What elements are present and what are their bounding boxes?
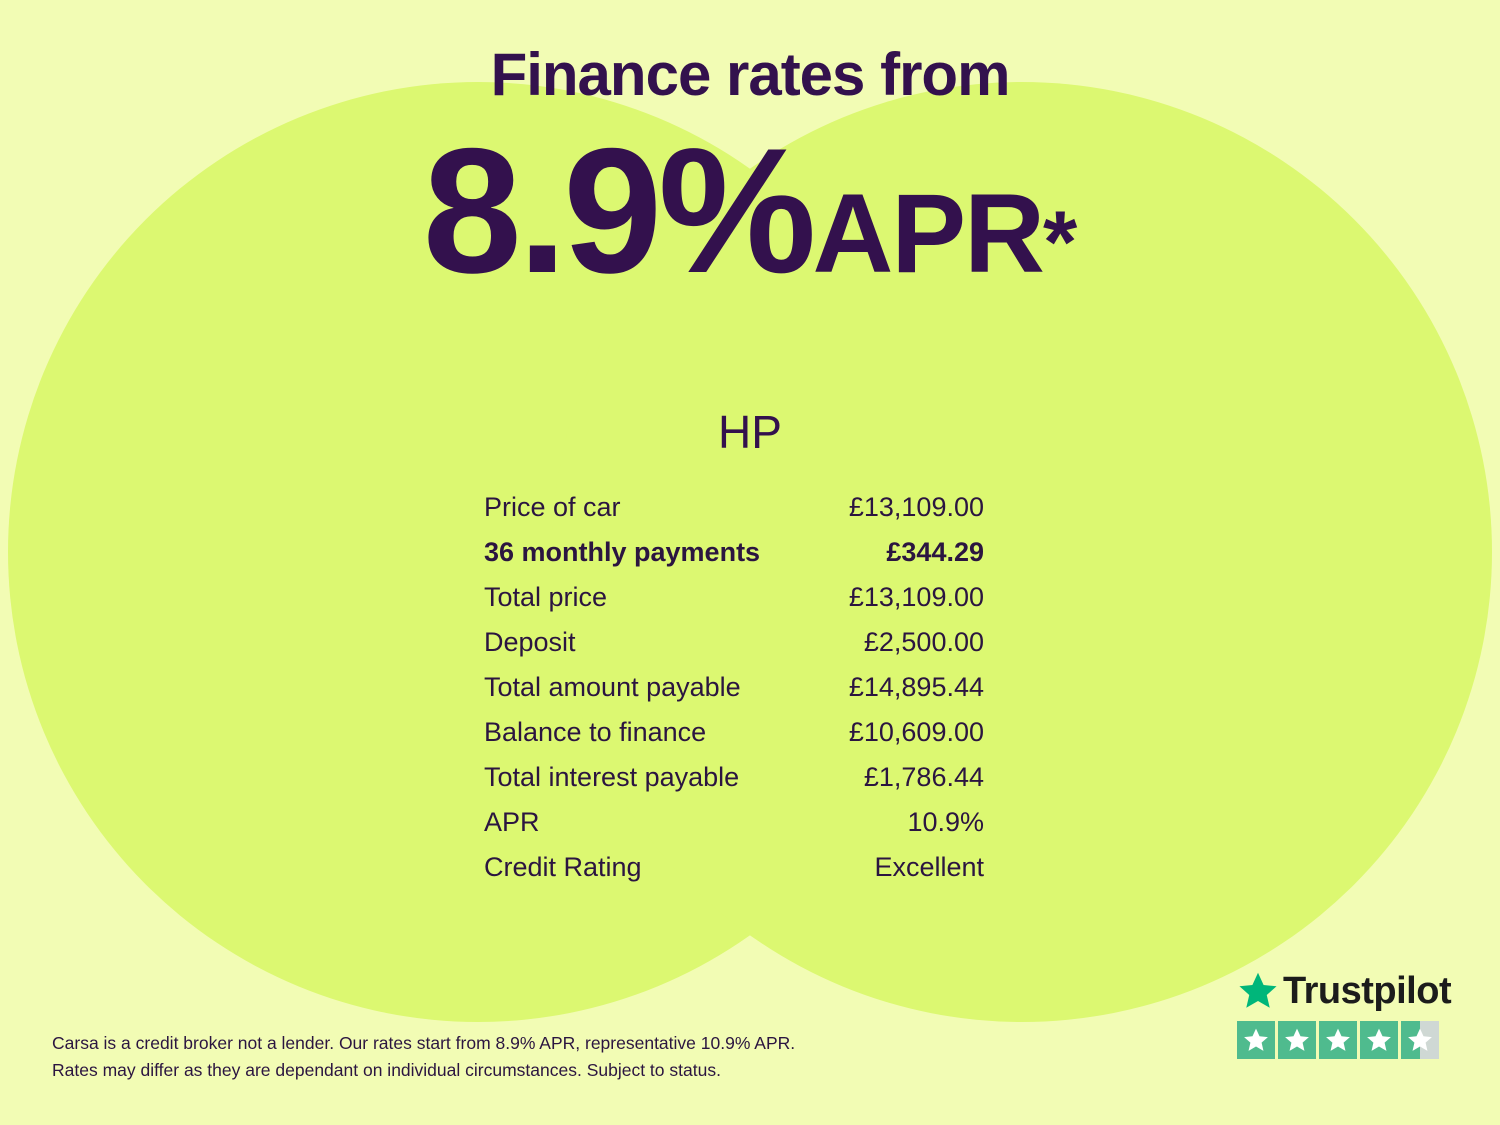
table-row <box>484 717 984 762</box>
rate-asterisk: * <box>1042 192 1078 291</box>
star-icon <box>1237 1021 1275 1059</box>
half-star-icon <box>1401 1021 1439 1059</box>
trustpilot-logo <box>1237 968 1452 1014</box>
row-label: Price of car <box>484 492 621 522</box>
star-icon <box>1278 1021 1316 1059</box>
table-row <box>484 852 984 897</box>
row-value: £10,609.00 <box>848 717 984 747</box>
table-row <box>484 627 984 672</box>
finance-plan-title: HP <box>718 406 782 458</box>
row-label: Credit Rating <box>484 852 642 882</box>
row-value: £2,500.00 <box>863 627 984 657</box>
row-label: Total price <box>484 582 608 612</box>
table-row <box>484 582 984 627</box>
star-icon <box>1360 1021 1398 1059</box>
table-row <box>484 537 984 582</box>
row-label: Deposit <box>484 627 576 657</box>
rate-headline <box>0 111 1500 310</box>
row-value: £14,895.44 <box>848 672 984 702</box>
rate-value: 8.9% <box>422 111 813 310</box>
row-value: 10.9% <box>907 807 984 837</box>
row-label: Total amount payable <box>484 672 741 702</box>
row-value: £13,109.00 <box>848 492 984 522</box>
table-row <box>484 672 984 717</box>
row-value: £344.29 <box>886 537 984 567</box>
trustpilot-rating <box>1237 968 1452 1059</box>
row-label: Total interest payable <box>484 762 740 792</box>
star-icon <box>1319 1021 1357 1059</box>
table-row <box>484 492 984 537</box>
row-value: Excellent <box>874 852 984 882</box>
trustpilot-wordmark: Trustpilot <box>1283 969 1452 1012</box>
table-row <box>484 807 984 852</box>
rate-suffix: APR <box>812 171 1043 296</box>
row-label: 36 monthly payments <box>484 537 761 567</box>
row-label: APR <box>484 807 540 837</box>
row-value: £13,109.00 <box>848 582 984 612</box>
disclaimer-line-2: Rates may differ as they are dependant on individual circumstances. Subject to status. <box>52 1060 721 1081</box>
disclaimer-text <box>52 1030 832 1084</box>
trustpilot-stars <box>1237 1021 1452 1059</box>
trustpilot-star-icon <box>1237 970 1279 1012</box>
table-row <box>484 762 984 807</box>
page-title: Finance rates from <box>490 41 1010 108</box>
disclaimer-line-1: Carsa is a credit broker not a lender. Our rates start from 8.9% APR, representative 10.9% APR. <box>52 1033 796 1053</box>
finance-details-table <box>484 492 984 897</box>
row-label: Balance to finance <box>484 717 707 747</box>
row-value: £1,786.44 <box>863 762 984 792</box>
